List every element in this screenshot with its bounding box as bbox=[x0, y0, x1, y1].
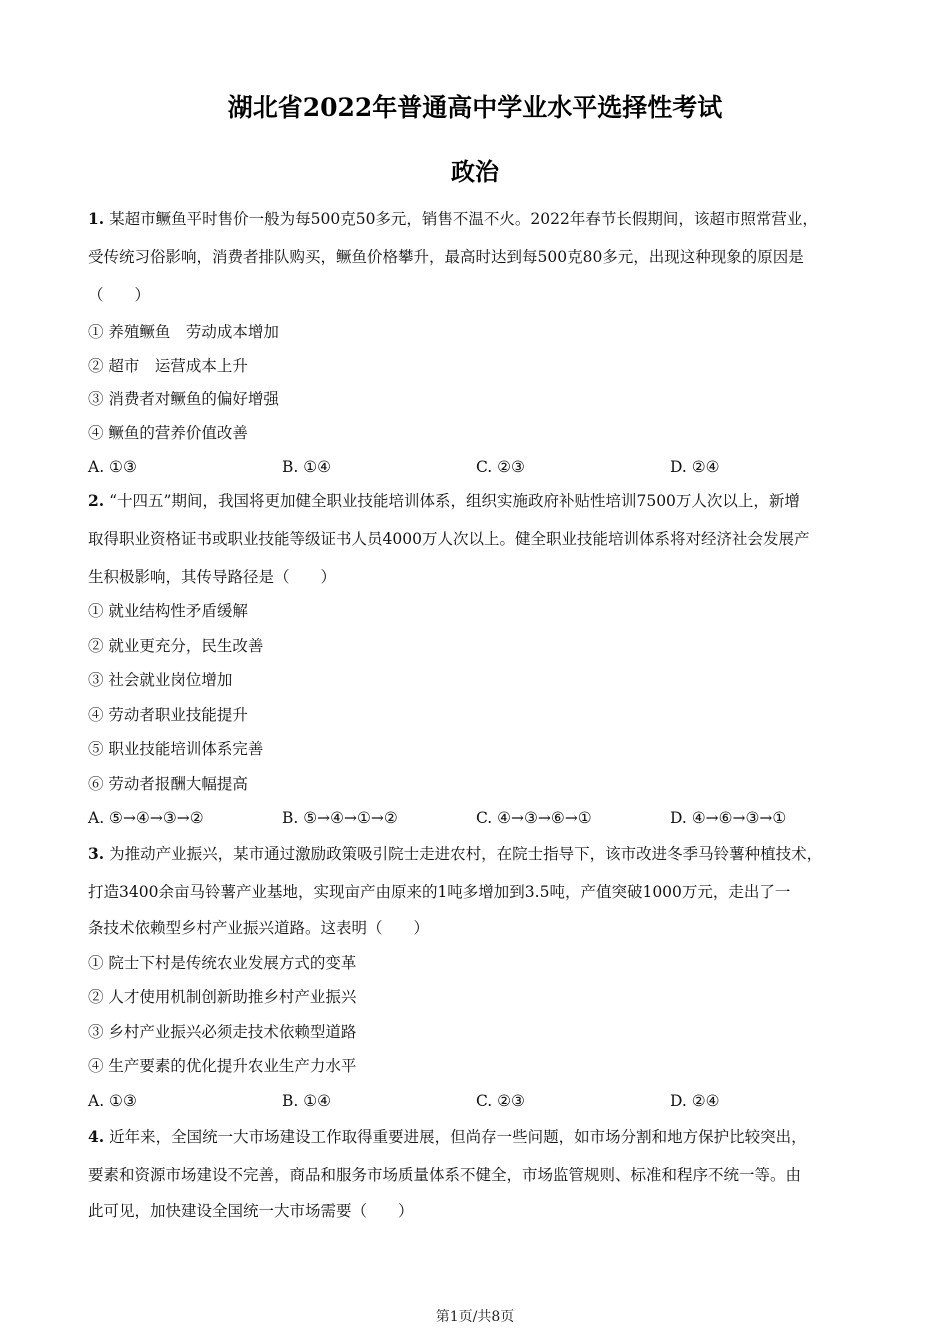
stem-text: 某超市鳜鱼平时售价一般为每500克50多元，销售不温不火。2022年春节长假期间，该超市照常营业， bbox=[109, 210, 818, 228]
page-footer: 第1页/共8页 bbox=[435, 1309, 515, 1325]
subject-title: 政治 bbox=[451, 157, 499, 186]
option-b: B. ①④ bbox=[282, 1092, 332, 1110]
question-1-item: ② 超市 运营成本上升 bbox=[88, 357, 248, 375]
question-2-item: ③ 社会就业岗位增加 bbox=[88, 671, 233, 689]
question-2-item: ② 就业更充分，民生改善 bbox=[88, 637, 264, 655]
question-1-stem-line-2: 受传统习俗影响，消费者排队购买，鳜鱼价格攀升，最高时达到每500克80多元，出现这种现象的原因是 bbox=[88, 248, 804, 266]
option-a: A. ①③ bbox=[88, 458, 137, 476]
question-1-item: ① 养殖鳜鱼 劳动成本增加 bbox=[88, 323, 279, 341]
option-d: D. ②④ bbox=[670, 1092, 720, 1110]
question-1-options bbox=[88, 456, 868, 478]
question-number: 1. bbox=[88, 209, 105, 228]
question-2-options bbox=[88, 807, 868, 829]
question-2-item: ④ 劳动者职业技能提升 bbox=[88, 706, 248, 724]
question-1-item: ③ 消费者对鳜鱼的偏好增强 bbox=[88, 390, 279, 408]
option-a: A. ①③ bbox=[88, 1092, 137, 1110]
option-b: B. ①④ bbox=[282, 458, 332, 476]
option-c: C. ④→③→⑥→① bbox=[476, 809, 592, 827]
stem-text: 近年来，全国统一大市场建设工作取得重要进展，但尚存一些问题，如市场分割和地方保护比较突出， bbox=[109, 1128, 807, 1146]
question-4-stem-line-1 bbox=[88, 1126, 868, 1148]
question-2-item: ① 就业结构性矛盾缓解 bbox=[88, 602, 248, 620]
option-d: D. ②④ bbox=[670, 458, 720, 476]
question-3-stem-line-3: 条技术依赖型乡村产业振兴道路。这表明（ ） bbox=[88, 919, 430, 937]
question-4-stem-line-2: 要素和资源市场建设不完善，商品和服务市场质量体系不健全，市场监管规则、标准和程序不统一等。由 bbox=[88, 1166, 802, 1184]
question-2-item: ⑥ 劳动者报酬大幅提高 bbox=[88, 775, 248, 793]
option-c: C. ②③ bbox=[476, 1092, 525, 1110]
question-4-stem-line-3: 此可见，加快建设全国统一大市场需要（ ） bbox=[88, 1202, 414, 1220]
question-number: 4. bbox=[88, 1127, 105, 1146]
question-2-item: ⑤ 职业技能培训体系完善 bbox=[88, 740, 264, 758]
stem-text: “十四五”期间，我国将更加健全职业技能培训体系，组织实施政府补贴性培训7500万人次以上，新增 bbox=[109, 492, 800, 510]
question-2-stem-line-1 bbox=[88, 490, 868, 512]
question-number: 3. bbox=[88, 844, 105, 863]
question-2-stem-line-2: 取得职业资格证书或职业技能等级证书人员4000万人次以上。健全职业技能培训体系将对经济社会发展产 bbox=[88, 530, 810, 548]
question-3-item: ④ 生产要素的优化提升农业生产力水平 bbox=[88, 1057, 357, 1075]
exam-title: 湖北省2022年普通高中学业水平选择性考试 bbox=[227, 93, 723, 122]
question-2-stem-line-3: 生积极影响，其传导路径是（ ） bbox=[88, 568, 337, 586]
question-3-stem-line-2: 打造3400余亩马铃薯产业基地，实现亩产由原来的1吨多增加到3.5吨，产值突破1000万元，走出了一 bbox=[88, 883, 791, 901]
option-d: D. ④→⑥→③→① bbox=[670, 809, 787, 827]
question-3-item: ② 人才使用机制创新助推乡村产业振兴 bbox=[88, 988, 357, 1006]
question-1-stem-line-1 bbox=[88, 208, 868, 230]
option-a: A. ⑤→④→③→② bbox=[88, 809, 204, 827]
question-1-item: ④ 鳜鱼的营养价值改善 bbox=[88, 424, 248, 442]
option-c: C. ②③ bbox=[476, 458, 525, 476]
question-3-options bbox=[88, 1090, 868, 1112]
question-3-stem-line-1 bbox=[88, 843, 868, 865]
stem-text: 为推动产业振兴，某市通过激励政策吸引院士走进农村，在院士指导下，该市改进冬季马铃薯种植技术， bbox=[109, 845, 823, 863]
option-b: B. ⑤→④→①→② bbox=[282, 809, 398, 827]
question-number: 2. bbox=[88, 491, 105, 510]
question-3-item: ① 院士下村是传统农业发展方式的变革 bbox=[88, 954, 357, 972]
question-1-stem-line-3: （ ） bbox=[88, 286, 151, 304]
question-3-item: ③ 乡村产业振兴必须走技术依赖型道路 bbox=[88, 1023, 357, 1041]
